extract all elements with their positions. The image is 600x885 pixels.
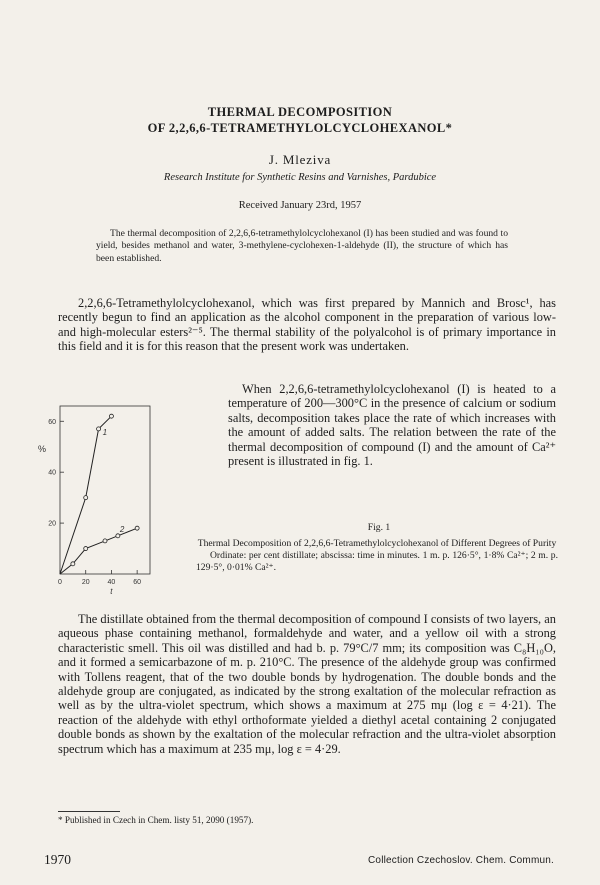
figure-caption-title: Thermal Decomposition of 2,2,6,6-Tetramethylolcyclohexanol of Different Degrees of Purity — [197, 538, 557, 549]
figure-1-chart — [30, 400, 170, 600]
x-tick-label: 60 — [133, 579, 142, 586]
body-paragraph-1: 2,2,6,6-Tetramethylolcyclohexanol, which was first prepared by Mannich and Brosc¹, has recently begun to find an application as the alcohol component in the preparation of various low- and high-molecular esters²⁻⁵. The thermal stability of the polyalcohol is of primary importance in this field and it is for this reason that the present work was undertaken. — [58, 296, 556, 354]
abstract: The thermal decomposition of 2,2,6,6-tetramethylolcyclohexanol (I) has been studied and was found to yield, besides methanol and water, 3-methylene-cyclohexen-1-aldehyde (II), the structure of which has been established. — [96, 228, 508, 264]
title-line-1: THERMAL DECOMPOSITION — [207, 105, 393, 119]
x-axis-label: t — [110, 587, 113, 596]
footnote-rule — [58, 811, 120, 812]
journal-name: Collection Czechoslov. Chem. Commun. — [368, 855, 554, 866]
page-number: 1970 — [44, 852, 71, 867]
data-point — [135, 526, 139, 530]
data-point — [97, 427, 101, 431]
x-tick-label: 0 — [58, 579, 62, 586]
data-point — [109, 414, 113, 418]
paper-title — [0, 104, 600, 136]
received-date: Received January 23rd, 1957 — [238, 200, 362, 211]
y-axis-label: % — [37, 443, 47, 454]
footnote: * Published in Czech in Chem. listy 51, 2090 (1957). — [58, 815, 254, 825]
data-point — [71, 562, 75, 566]
data-point — [84, 547, 88, 551]
author-name: J. Mleziva — [268, 152, 332, 167]
title-line-2: OF 2,2,6,6-TETRAMETHYLOLCYCLOHEXANOL* — [147, 121, 453, 135]
y-tick-label: 20 — [48, 520, 56, 528]
figure-caption — [196, 538, 558, 574]
data-point — [103, 539, 107, 543]
x-tick-label: 40 — [107, 579, 116, 586]
series-label-2: 2 — [119, 524, 125, 534]
x-tick-label: 20 — [81, 579, 90, 586]
series-line-2 — [60, 528, 137, 574]
y-tick-label: 40 — [48, 469, 56, 477]
figure-caption-note: Ordinate: per cent distillate; abscissa: time in minutes. 1 m. p. 126·5°, 1·8% Ca²⁺; 2 m. p. 129·5°, 0·01% Ca²⁺. — [196, 550, 558, 573]
y-tick-label: 60 — [48, 418, 56, 426]
series-label-1: 1 — [102, 427, 108, 437]
data-point — [116, 534, 120, 538]
data-point — [84, 496, 88, 500]
body-paragraph-2: When 2,2,6,6-tetramethylolcyclohexanol (I) is heated to a temperature of 200—300°C in the presence of calcium or sodium salts, decomposition takes place the rate of which increases with the amount of added salts. The relation between the rate of the thermal decomposition of compound (I) and the amount of Ca²⁺ present is illustrated in fig. 1. — [228, 382, 556, 469]
figure-label: Fig. 1 — [367, 522, 391, 533]
affiliation: Research Institute for Synthetic Resins and Varnishes, Pardubice — [163, 172, 437, 183]
body-paragraph-3: The distillate obtained from the thermal decomposition of compound I consists of two layers, an aqueous phase containing methanol, formaldehyde and water, and a yellow oil with a strong characteristic smell. This oil was distilled and had b. p. 79°C/7 mm; its composition was C₈H₁₀O, and it formed a semicarbazone of m. p. 210°C. The presence of the aldehyde group was confirmed with Tollens reagent, that of the two double bonds by hydrogenation. The double bonds and the aldehyde group are conjugated, as indicated by the strong exaltation of the molecular refraction as well as by the ultra-violet spectrum, which shows a maximum at 275 mμ (log ε = 4·21). The reaction of the aldehyde with ethyl orthoformate yielded a diethyl acetal containing 2 conjugated double bonds as shown by the exaltation of the molecular refraction and the ultra-violet absorption spectrum which has a maximum at 235 mμ, log ε = 4·29. — [58, 612, 556, 756]
